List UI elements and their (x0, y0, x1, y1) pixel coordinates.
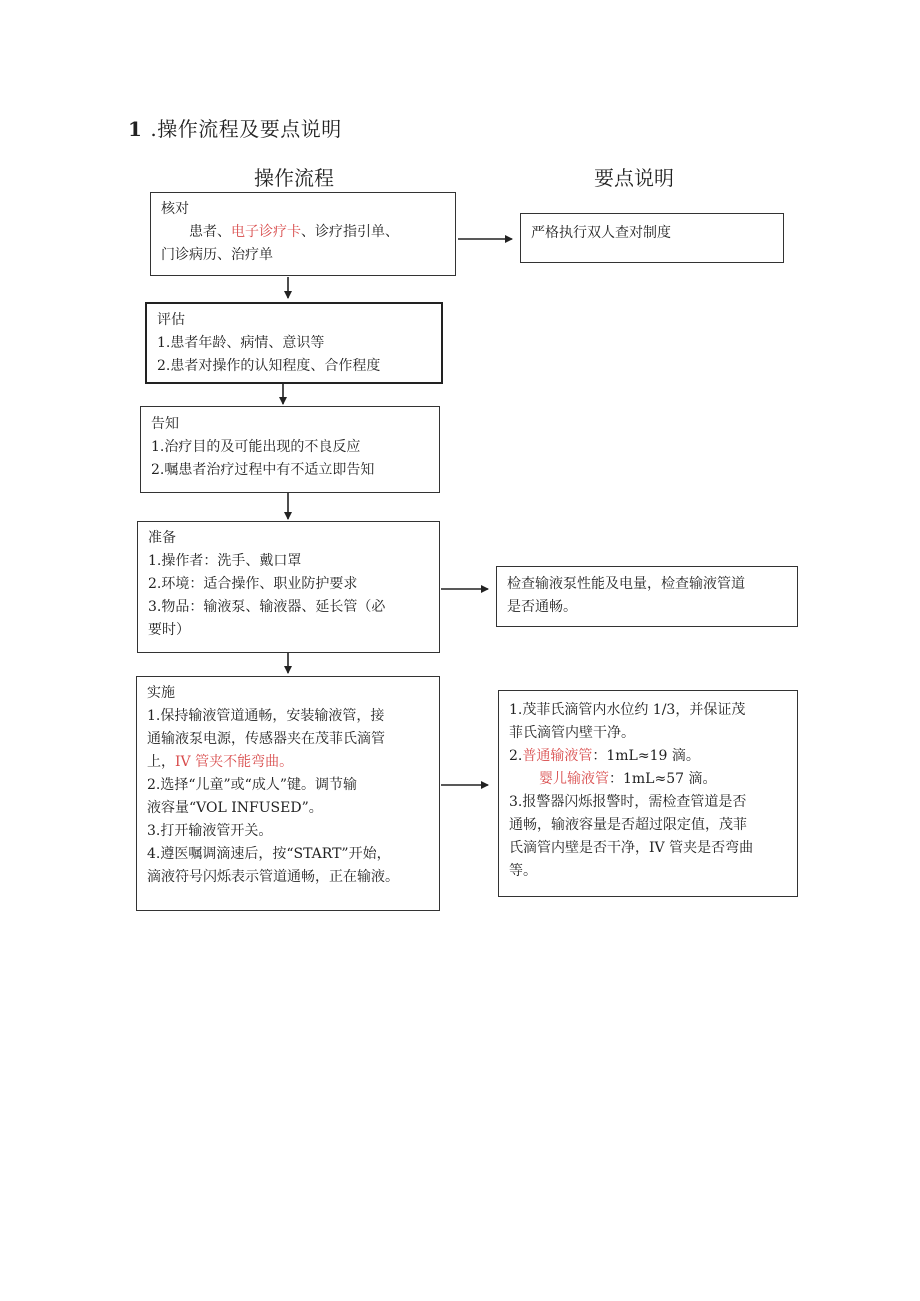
note-implement-line1: 1.茂菲氏滴管内水位约 1/3，并保证茂 (509, 702, 746, 718)
note-implement-line4: 婴儿输液管：1mL≈57 滴。 (539, 771, 717, 787)
step-implement-line1: 1.保持输液管道通畅，安装输液管，接 (147, 708, 385, 724)
step-inform-item1: 1.治疗目的及可能出现的不良反应 (151, 439, 361, 455)
step-verify-title: 核对 (161, 201, 189, 217)
note-verify-box (520, 213, 784, 263)
step-prepare-box (137, 521, 440, 653)
step-implement-line4: 2.选择“儿童”或“成人”键。调节输 (147, 777, 357, 793)
step-implement-line5: 液容量“VOL INFUSED”。 (147, 800, 323, 816)
highlight-infant-tubing: 婴儿输液管 (539, 771, 609, 787)
step-implement-line8: 滴液符号闪烁表示管道通畅，正在输液。 (147, 869, 399, 885)
step-implement-line2: 通输液泵电源，传感器夹在茂菲氏滴管 (147, 731, 385, 747)
step-assess-item2: 2.患者对操作的认知程度、合作程度 (157, 358, 381, 374)
highlight-iv-clamp: IV 管夹不能弯曲。 (175, 754, 294, 770)
step-implement-line7: 4.遵医嘱调滴速后，按“START”开始， (147, 846, 391, 862)
step-implement-line3: 上，IV 管夹不能弯曲。 (147, 754, 294, 770)
step-verify-line1: 患者、电子诊疗卡、诊疗指引单、 (189, 224, 399, 240)
step-implement-box (136, 676, 440, 911)
note-implement-line5: 3.报警器闪烁报警时，需检查管道是否 (509, 794, 747, 810)
step-inform-item2: 2.嘱患者治疗过程中有不适立即告知 (151, 462, 375, 478)
step-prepare-item1: 1.操作者：洗手、戴口罩 (148, 553, 302, 569)
step-prepare-title: 准备 (148, 530, 176, 546)
section-heading-text: .操作流程及要点说明 (150, 117, 342, 141)
note-prepare-line2: 是否通畅。 (507, 599, 577, 615)
step-assess-item1: 1.患者年龄、病情、意识等 (157, 335, 325, 351)
note-implement-line7: 氏滴管内壁是否干净，IV 管夹是否弯曲 (509, 840, 754, 856)
note-implement-box (498, 690, 798, 897)
note-implement-line8: 等。 (509, 863, 537, 879)
highlight-standard-tubing: 普通输液管 (522, 748, 593, 764)
note-implement-line3: 2.普通输液管：1mL≈19 滴。 (509, 748, 700, 764)
note-implement-line6: 通畅，输液容量是否超过限定值，茂菲 (509, 817, 747, 833)
step-implement-title: 实施 (147, 685, 175, 701)
note-verify-text: 严格执行双人查对制度 (531, 225, 671, 241)
step-verify-line2: 门诊病历、治疗单 (161, 247, 273, 263)
note-implement-line2: 菲氏滴管内壁干净。 (509, 725, 635, 741)
step-verify-box (150, 192, 456, 276)
note-prepare-box (496, 566, 798, 627)
section-number: 1 (128, 117, 143, 141)
step-assess-title: 评估 (157, 312, 185, 328)
step-prepare-item3a: 3.物品：输液泵、输液器、延长管（必 (148, 599, 386, 615)
note-prepare-line1: 检查输液泵性能及电量，检查输液管道 (507, 576, 745, 592)
step-prepare-item2: 2.环境：适合操作、职业防护要求 (148, 576, 358, 592)
highlight-e-card: 电子诊疗卡 (231, 224, 301, 240)
step-assess-box (145, 302, 443, 384)
step-inform-box (140, 406, 440, 493)
notes-column-header: 要点说明 (594, 166, 674, 190)
step-inform-title: 告知 (151, 416, 179, 432)
step-implement-line6: 3.打开输液管开关。 (147, 823, 273, 839)
step-prepare-item3b: 要时） (148, 622, 190, 638)
flow-column-header: 操作流程 (254, 166, 334, 190)
